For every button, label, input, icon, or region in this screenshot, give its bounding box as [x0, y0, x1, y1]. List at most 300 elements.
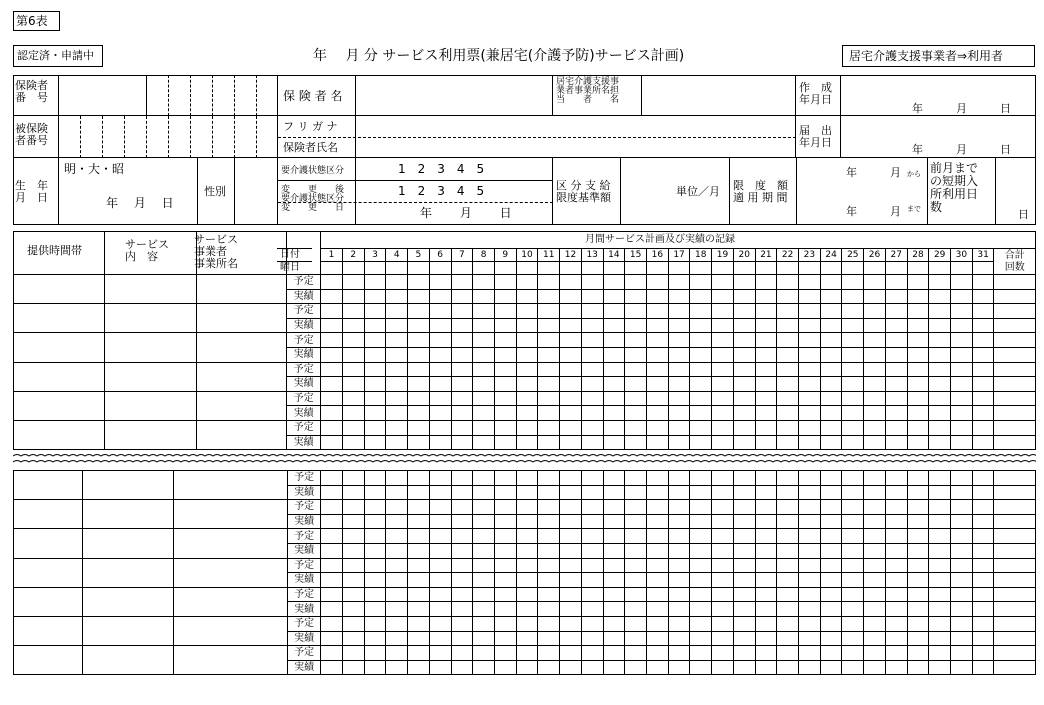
day-cell[interactable] — [451, 631, 473, 646]
day-cell[interactable] — [560, 616, 582, 631]
day-cell[interactable] — [755, 616, 777, 631]
day-cell[interactable] — [972, 500, 994, 515]
day-cell[interactable] — [364, 420, 386, 435]
day-cell[interactable] — [473, 347, 495, 362]
day-cell[interactable] — [603, 318, 625, 333]
day-cell[interactable] — [494, 646, 516, 661]
day-cell[interactable] — [668, 631, 690, 646]
day-cell[interactable] — [864, 558, 886, 573]
day-cell[interactable] — [603, 616, 625, 631]
insurer-name-field[interactable] — [355, 75, 553, 116]
day-cell[interactable] — [429, 529, 451, 544]
day-cell[interactable] — [646, 289, 668, 304]
day-cell[interactable] — [560, 631, 582, 646]
day-cell[interactable] — [494, 602, 516, 617]
day-cell[interactable] — [538, 573, 560, 588]
day-cell[interactable] — [342, 631, 364, 646]
day-cell[interactable] — [712, 543, 734, 558]
day-cell[interactable] — [603, 289, 625, 304]
day-cell[interactable] — [885, 602, 907, 617]
day-cell[interactable] — [494, 529, 516, 544]
day-cell[interactable] — [516, 660, 538, 675]
total-cell[interactable] — [994, 660, 1036, 675]
day-cell[interactable] — [668, 406, 690, 421]
day-cell[interactable] — [516, 347, 538, 362]
day-cell[interactable] — [581, 362, 603, 377]
day-cell[interactable] — [951, 362, 973, 377]
day-cell[interactable] — [494, 543, 516, 558]
day-cell[interactable] — [712, 573, 734, 588]
day-cell[interactable] — [733, 435, 755, 450]
day-cell[interactable] — [929, 573, 951, 588]
day-cell[interactable] — [429, 471, 451, 486]
day-cell[interactable] — [516, 616, 538, 631]
day-cell[interactable] — [777, 616, 799, 631]
day-cell[interactable] — [885, 377, 907, 392]
day-cell[interactable] — [799, 602, 821, 617]
day-cell[interactable] — [755, 646, 777, 661]
day-cell[interactable] — [712, 471, 734, 486]
day-cell[interactable] — [364, 485, 386, 500]
day-cell[interactable] — [646, 573, 668, 588]
day-cell[interactable] — [668, 573, 690, 588]
day-cell[interactable] — [321, 514, 343, 529]
day-cell[interactable] — [820, 362, 842, 377]
day-cell[interactable] — [755, 558, 777, 573]
day-cell[interactable] — [538, 377, 560, 392]
time-cell[interactable] — [14, 304, 105, 333]
day-cell[interactable] — [321, 616, 343, 631]
day-cell[interactable] — [342, 587, 364, 602]
day-cell[interactable] — [777, 420, 799, 435]
day-cell[interactable] — [560, 391, 582, 406]
day-cell[interactable] — [668, 529, 690, 544]
weekday-cell[interactable] — [342, 262, 364, 275]
day-cell[interactable] — [907, 587, 929, 602]
day-cell[interactable] — [712, 391, 734, 406]
day-cell[interactable] — [972, 646, 994, 661]
day-cell[interactable] — [733, 646, 755, 661]
day-cell[interactable] — [712, 602, 734, 617]
day-cell[interactable] — [625, 514, 647, 529]
day-cell[interactable] — [581, 558, 603, 573]
day-cell[interactable] — [364, 602, 386, 617]
day-cell[interactable] — [951, 558, 973, 573]
total-cell[interactable] — [994, 318, 1036, 333]
day-cell[interactable] — [429, 646, 451, 661]
day-cell[interactable] — [755, 587, 777, 602]
day-cell[interactable] — [668, 435, 690, 450]
day-cell[interactable] — [408, 275, 430, 290]
total-cell[interactable] — [994, 347, 1036, 362]
day-cell[interactable] — [755, 471, 777, 486]
day-cell[interactable] — [364, 646, 386, 661]
day-cell[interactable] — [646, 558, 668, 573]
day-cell[interactable] — [885, 529, 907, 544]
day-cell[interactable] — [907, 347, 929, 362]
day-cell[interactable] — [755, 333, 777, 348]
total-cell[interactable] — [994, 420, 1036, 435]
day-cell[interactable] — [755, 485, 777, 500]
day-cell[interactable] — [451, 347, 473, 362]
day-cell[interactable] — [755, 377, 777, 392]
time-cell[interactable] — [14, 616, 83, 645]
day-cell[interactable] — [712, 514, 734, 529]
day-cell[interactable] — [864, 660, 886, 675]
day-cell[interactable] — [755, 573, 777, 588]
day-cell[interactable] — [646, 406, 668, 421]
day-cell[interactable] — [625, 485, 647, 500]
total-cell[interactable] — [994, 587, 1036, 602]
day-cell[interactable] — [451, 616, 473, 631]
day-cell[interactable] — [386, 543, 408, 558]
day-cell[interactable] — [733, 304, 755, 319]
day-cell[interactable] — [842, 631, 864, 646]
day-cell[interactable] — [972, 573, 994, 588]
provider-cell[interactable] — [197, 275, 287, 304]
day-cell[interactable] — [364, 333, 386, 348]
day-cell[interactable] — [951, 391, 973, 406]
day-cell[interactable] — [842, 529, 864, 544]
day-cell[interactable] — [668, 347, 690, 362]
day-cell[interactable] — [451, 406, 473, 421]
day-cell[interactable] — [560, 660, 582, 675]
day-cell[interactable] — [386, 587, 408, 602]
day-cell[interactable] — [646, 420, 668, 435]
day-cell[interactable] — [342, 543, 364, 558]
day-cell[interactable] — [646, 362, 668, 377]
day-cell[interactable] — [321, 660, 343, 675]
day-cell[interactable] — [516, 646, 538, 661]
day-cell[interactable] — [842, 318, 864, 333]
day-cell[interactable] — [733, 362, 755, 377]
day-cell[interactable] — [560, 558, 582, 573]
day-cell[interactable] — [603, 347, 625, 362]
day-cell[interactable] — [364, 660, 386, 675]
day-cell[interactable] — [799, 275, 821, 290]
day-cell[interactable] — [364, 616, 386, 631]
day-cell[interactable] — [864, 333, 886, 348]
day-cell[interactable] — [473, 514, 495, 529]
day-cell[interactable] — [690, 318, 712, 333]
day-cell[interactable] — [451, 558, 473, 573]
day-cell[interactable] — [364, 529, 386, 544]
day-cell[interactable] — [516, 333, 538, 348]
day-cell[interactable] — [864, 304, 886, 319]
day-cell[interactable] — [733, 529, 755, 544]
day-cell[interactable] — [885, 616, 907, 631]
day-cell[interactable] — [777, 275, 799, 290]
weekday-cell[interactable] — [625, 262, 647, 275]
day-cell[interactable] — [386, 485, 408, 500]
day-cell[interactable] — [408, 500, 430, 515]
day-cell[interactable] — [516, 573, 538, 588]
day-cell[interactable] — [364, 543, 386, 558]
day-cell[interactable] — [972, 558, 994, 573]
day-cell[interactable] — [603, 631, 625, 646]
day-cell[interactable] — [755, 275, 777, 290]
day-cell[interactable] — [733, 631, 755, 646]
day-cell[interactable] — [690, 587, 712, 602]
day-cell[interactable] — [842, 391, 864, 406]
day-cell[interactable] — [777, 558, 799, 573]
day-cell[interactable] — [625, 529, 647, 544]
day-cell[interactable] — [473, 377, 495, 392]
day-cell[interactable] — [668, 485, 690, 500]
day-cell[interactable] — [603, 304, 625, 319]
day-cell[interactable] — [799, 485, 821, 500]
total-cell[interactable] — [994, 485, 1036, 500]
day-cell[interactable] — [581, 391, 603, 406]
day-cell[interactable] — [408, 514, 430, 529]
day-cell[interactable] — [386, 631, 408, 646]
day-cell[interactable] — [755, 543, 777, 558]
day-cell[interactable] — [603, 485, 625, 500]
day-cell[interactable] — [408, 333, 430, 348]
day-cell[interactable] — [429, 543, 451, 558]
day-cell[interactable] — [429, 362, 451, 377]
day-cell[interactable] — [538, 471, 560, 486]
day-cell[interactable] — [864, 543, 886, 558]
created-date-value[interactable]: 年 月 日 — [912, 102, 1011, 115]
provider-cell[interactable] — [197, 304, 287, 333]
day-cell[interactable] — [581, 435, 603, 450]
day-cell[interactable] — [755, 514, 777, 529]
day-cell[interactable] — [864, 289, 886, 304]
day-cell[interactable] — [820, 333, 842, 348]
day-cell[interactable] — [429, 289, 451, 304]
day-cell[interactable] — [907, 275, 929, 290]
day-cell[interactable] — [820, 587, 842, 602]
day-cell[interactable] — [451, 377, 473, 392]
day-cell[interactable] — [429, 500, 451, 515]
day-cell[interactable] — [429, 573, 451, 588]
day-cell[interactable] — [929, 558, 951, 573]
day-cell[interactable] — [668, 616, 690, 631]
day-cell[interactable] — [321, 587, 343, 602]
day-cell[interactable] — [712, 420, 734, 435]
day-cell[interactable] — [799, 362, 821, 377]
weekday-cell[interactable] — [799, 262, 821, 275]
day-cell[interactable] — [408, 406, 430, 421]
day-cell[interactable] — [625, 471, 647, 486]
day-cell[interactable] — [907, 289, 929, 304]
day-cell[interactable] — [473, 587, 495, 602]
day-cell[interactable] — [625, 275, 647, 290]
day-cell[interactable] — [451, 391, 473, 406]
day-cell[interactable] — [842, 602, 864, 617]
day-cell[interactable] — [538, 529, 560, 544]
day-cell[interactable] — [929, 362, 951, 377]
day-cell[interactable] — [494, 391, 516, 406]
day-cell[interactable] — [755, 660, 777, 675]
day-cell[interactable] — [712, 347, 734, 362]
weekday-cell[interactable] — [690, 262, 712, 275]
day-cell[interactable] — [951, 500, 973, 515]
day-cell[interactable] — [885, 471, 907, 486]
day-cell[interactable] — [386, 304, 408, 319]
day-cell[interactable] — [321, 631, 343, 646]
day-cell[interactable] — [972, 602, 994, 617]
day-cell[interactable] — [972, 420, 994, 435]
provider-cell[interactable] — [197, 420, 287, 449]
care-manager-field[interactable] — [641, 75, 796, 116]
day-cell[interactable] — [473, 333, 495, 348]
day-cell[interactable] — [929, 391, 951, 406]
weekday-cell[interactable] — [820, 262, 842, 275]
day-cell[interactable] — [516, 435, 538, 450]
day-cell[interactable] — [581, 514, 603, 529]
day-cell[interactable] — [668, 362, 690, 377]
day-cell[interactable] — [364, 391, 386, 406]
day-cell[interactable] — [799, 514, 821, 529]
day-cell[interactable] — [386, 275, 408, 290]
day-cell[interactable] — [516, 500, 538, 515]
day-cell[interactable] — [473, 275, 495, 290]
day-cell[interactable] — [516, 275, 538, 290]
day-cell[interactable] — [321, 602, 343, 617]
day-cell[interactable] — [342, 304, 364, 319]
day-cell[interactable] — [560, 420, 582, 435]
day-cell[interactable] — [733, 500, 755, 515]
total-cell[interactable] — [994, 602, 1036, 617]
day-cell[interactable] — [755, 289, 777, 304]
weekday-cell[interactable] — [603, 262, 625, 275]
day-cell[interactable] — [951, 587, 973, 602]
day-cell[interactable] — [451, 471, 473, 486]
day-cell[interactable] — [864, 318, 886, 333]
day-cell[interactable] — [581, 616, 603, 631]
day-cell[interactable] — [799, 631, 821, 646]
day-cell[interactable] — [972, 514, 994, 529]
day-cell[interactable] — [408, 347, 430, 362]
provider-cell[interactable] — [197, 333, 287, 362]
day-cell[interactable] — [842, 362, 864, 377]
time-cell[interactable] — [14, 275, 105, 304]
day-cell[interactable] — [712, 318, 734, 333]
day-cell[interactable] — [733, 602, 755, 617]
day-cell[interactable] — [364, 573, 386, 588]
time-cell[interactable] — [14, 471, 83, 500]
day-cell[interactable] — [864, 529, 886, 544]
day-cell[interactable] — [473, 558, 495, 573]
day-cell[interactable] — [516, 485, 538, 500]
day-cell[interactable] — [972, 304, 994, 319]
day-cell[interactable] — [907, 558, 929, 573]
day-cell[interactable] — [494, 362, 516, 377]
day-cell[interactable] — [342, 616, 364, 631]
day-cell[interactable] — [321, 500, 343, 515]
day-cell[interactable] — [907, 500, 929, 515]
day-cell[interactable] — [451, 333, 473, 348]
day-cell[interactable] — [799, 347, 821, 362]
day-cell[interactable] — [646, 485, 668, 500]
day-cell[interactable] — [842, 471, 864, 486]
day-cell[interactable] — [581, 543, 603, 558]
day-cell[interactable] — [864, 391, 886, 406]
day-cell[interactable] — [625, 646, 647, 661]
day-cell[interactable] — [386, 391, 408, 406]
day-cell[interactable] — [494, 558, 516, 573]
day-cell[interactable] — [929, 318, 951, 333]
weekday-cell[interactable] — [581, 262, 603, 275]
day-cell[interactable] — [494, 347, 516, 362]
day-cell[interactable] — [668, 646, 690, 661]
total-cell[interactable] — [994, 573, 1036, 588]
day-cell[interactable] — [560, 347, 582, 362]
day-cell[interactable] — [777, 500, 799, 515]
day-cell[interactable] — [668, 420, 690, 435]
day-cell[interactable] — [712, 529, 734, 544]
day-cell[interactable] — [386, 616, 408, 631]
day-cell[interactable] — [972, 406, 994, 421]
day-cell[interactable] — [494, 333, 516, 348]
provider-cell[interactable] — [174, 500, 288, 529]
day-cell[interactable] — [429, 347, 451, 362]
day-cell[interactable] — [929, 529, 951, 544]
day-cell[interactable] — [560, 543, 582, 558]
day-cell[interactable] — [733, 543, 755, 558]
day-cell[interactable] — [494, 616, 516, 631]
day-cell[interactable] — [799, 660, 821, 675]
day-cell[interactable] — [386, 646, 408, 661]
day-cell[interactable] — [842, 543, 864, 558]
day-cell[interactable] — [777, 602, 799, 617]
day-cell[interactable] — [451, 500, 473, 515]
day-cell[interactable] — [646, 500, 668, 515]
day-cell[interactable] — [342, 558, 364, 573]
day-cell[interactable] — [712, 587, 734, 602]
day-cell[interactable] — [321, 377, 343, 392]
day-cell[interactable] — [842, 347, 864, 362]
day-cell[interactable] — [733, 485, 755, 500]
day-cell[interactable] — [646, 631, 668, 646]
service-cell[interactable] — [105, 420, 197, 449]
time-cell[interactable] — [14, 362, 105, 391]
day-cell[interactable] — [820, 318, 842, 333]
day-cell[interactable] — [451, 420, 473, 435]
day-cell[interactable] — [451, 602, 473, 617]
day-cell[interactable] — [538, 304, 560, 319]
day-cell[interactable] — [668, 289, 690, 304]
day-cell[interactable] — [951, 514, 973, 529]
day-cell[interactable] — [408, 304, 430, 319]
day-cell[interactable] — [972, 275, 994, 290]
day-cell[interactable] — [364, 631, 386, 646]
day-cell[interactable] — [929, 660, 951, 675]
day-cell[interactable] — [625, 304, 647, 319]
total-cell[interactable] — [994, 631, 1036, 646]
weekday-cell[interactable] — [972, 262, 994, 275]
day-cell[interactable] — [429, 602, 451, 617]
provider-cell[interactable] — [197, 391, 287, 420]
day-cell[interactable] — [560, 406, 582, 421]
day-cell[interactable] — [321, 573, 343, 588]
day-cell[interactable] — [560, 529, 582, 544]
day-cell[interactable] — [907, 362, 929, 377]
day-cell[interactable] — [864, 602, 886, 617]
day-cell[interactable] — [668, 602, 690, 617]
day-cell[interactable] — [907, 471, 929, 486]
day-cell[interactable] — [581, 660, 603, 675]
day-cell[interactable] — [321, 406, 343, 421]
total-cell[interactable] — [994, 362, 1036, 377]
day-cell[interactable] — [538, 514, 560, 529]
day-cell[interactable] — [603, 543, 625, 558]
day-cell[interactable] — [386, 602, 408, 617]
day-cell[interactable] — [473, 304, 495, 319]
day-cell[interactable] — [538, 318, 560, 333]
